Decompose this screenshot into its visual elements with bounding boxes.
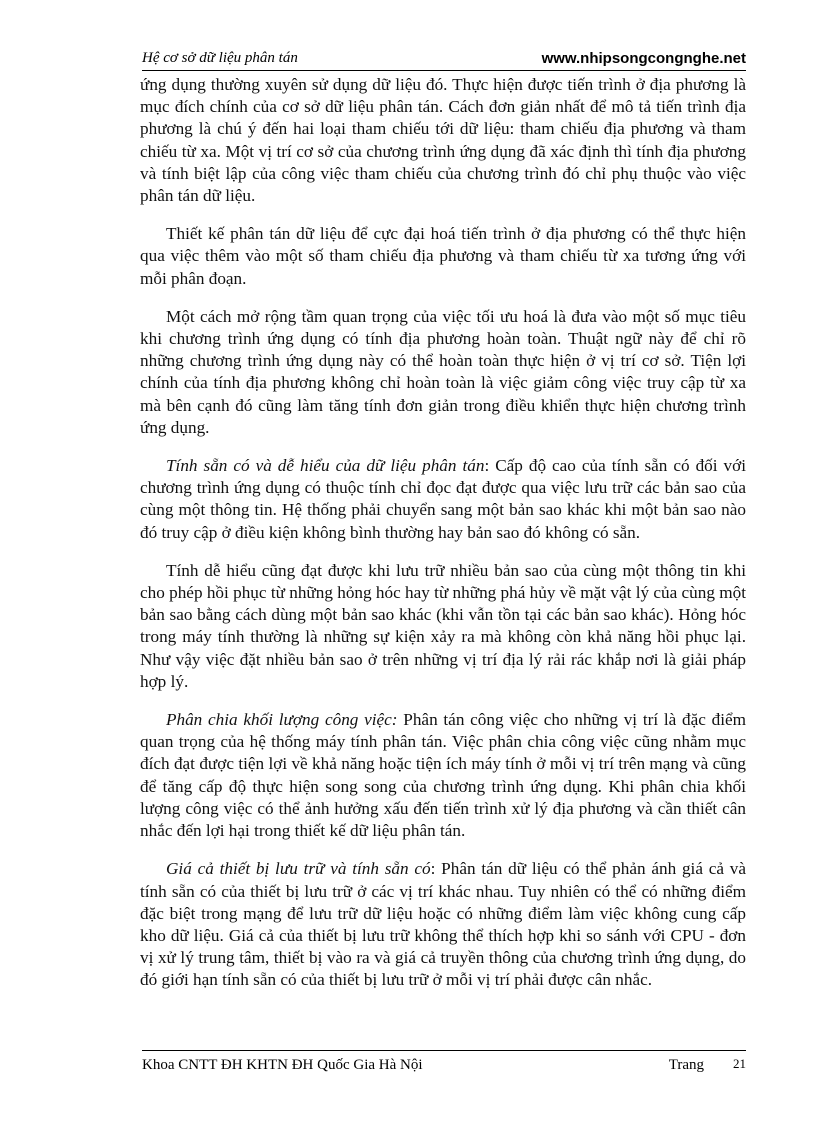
paragraph-storage-cost: Giá cả thiết bị lưu trữ và tính sẵn có: Phân tán dữ liệu có thể phản ánh giá cả và tính sẵn có của thiết bị lưu trữ ở các vị trí khác nhau. Tuy nhiên có thể có những điểm đặc biệt trong mạng để lưu trữ dữ liệu hoặc có những điểm làm việc không cung cấp kho dữ liệu. Giá cả của thiết bị lưu trữ không thể thích hợp khi so sánh với CPU - đơn vị xử lý trung tâm, thiết bị vào ra và giá cả truyền thông của chương trình ứng dụng, do đó giới hạn tính sẵn có của thiết bị lưu trữ ở mỗi vị trí phải được cân nhắc. [140, 859, 746, 990]
paragraph-lead: Phân chia khối lượng công việc: [166, 710, 398, 730]
paragraph-lead: Tính sẵn có và dễ hiểu của dữ liệu phân tán [166, 456, 485, 476]
page-footer [142, 1050, 746, 1077]
footer-institution: Khoa CNTT ĐH KHTN ĐH Quốc Gia Hà Nội [142, 1057, 423, 1073]
header-title: Hệ cơ sở dữ liệu phân tán [142, 50, 298, 66]
paragraph-lead: Giá cả thiết bị lưu trữ và tính sẵn có [166, 859, 431, 879]
paragraph: Thiết kế phân tán dữ liệu để cực đại hoá tiến trình ở địa phương có thể thực hiện qua việc thêm vào một số tham chiếu địa phương và tham chiếu từ xa tương ứng với mỗi phân đoạn. [140, 224, 746, 288]
paragraph: Một cách mở rộng tầm quan trọng của việc tối ưu hoá là đưa vào một số mục tiêu khi chương trình ứng dụng có tính địa phương hoàn toàn. Thuật ngữ này để chỉ rõ những chương trình ứng dụng này có thể hoàn toàn thực hiện ở vị trí cơ sở. Tiện lợi chính của tính địa phương không chỉ hoàn toàn là việc giảm công việc truy cập từ xa mà bên cạnh đó cũng làm tăng tính đơn giản trong điều khiển thực hiện chương trình ứng dụng. [140, 306, 746, 437]
page-header [142, 46, 746, 71]
footer-page-label: Trang [668, 1057, 704, 1073]
paragraph: Tính dễ hiểu cũng đạt được khi lưu trữ nhiều bản sao của cùng một thông tin khi cho phép hồi phục từ những hỏng hóc hay từ những phá hủy về mặt vật lý của cùng một bản sao bằng cách dùng một bản sao khác (khi vẫn tồn tại các bản sao khác). Hỏng hóc trong máy tính thường là những sự kiện xảy ra mà không còn khả năng hồi phục lại. Như vậy việc đặt nhiều bản sao ở trên những vị trí địa lý rải rác khắp nơi là giải pháp hợp lý. [140, 560, 746, 691]
paragraph-availability: Tính sẵn có và dễ hiểu của dữ liệu phân tán: Cấp độ cao của tính sẵn có đối với chương trình ứng dụng có thuộc tính chỉ đọc đạt được qua việc lưu trữ các bản sao của cùng một thông tin. Hệ thống phải chuyển sang một bản sao khác khi một bản sao nào đó truy cập ở điều kiện không bình thường hay bản sao đó không có sẵn. [140, 456, 746, 542]
body-content [140, 74, 746, 1008]
paragraph-continuation: ứng dụng thường xuyên sử dụng dữ liệu đó. Thực hiện được tiến trình ở địa phương là mục đích chính của cơ sở dữ liệu phân tán. Cách đơn giản nhất để mô tả tiến trình địa phương là chú ý đến hai loại tham chiếu tới dữ liệu: tham chiếu địa phương và tham chiếu từ xa. Một vị trí cơ sở của chương trình ứng dụng đã xác định thì tính địa phương và tính biệt lập của công việc tham chiếu của chương trình đó chỉ phụ thuộc vào việc phân tán dữ liệu. [140, 75, 746, 206]
footer-page-number: 21 [733, 1056, 746, 1071]
header-website: www.nhipsongcongnghe.net [541, 50, 746, 67]
paragraph-workload: Phân chia khối lượng công việc: Phân tán công việc cho những vị trí là đặc điểm quan trọng của hệ thống máy tính phân tán. Việc phân chia công việc cũng nhằm mục đích đạt được tiện lợi về khả năng hoặc tiện ích máy tính ở mỗi vị trí trên mạng và cũng để tăng cấp độ thực hiện song song của chương trình ứng dụng. Khi phân chia khối lượng công việc có thể ảnh hưởng xấu đến tiến trình xử lý địa phương và cần thiết cân nhắc đến lợi hại trong thiết kế dữ liệu phân tán. [140, 710, 746, 841]
